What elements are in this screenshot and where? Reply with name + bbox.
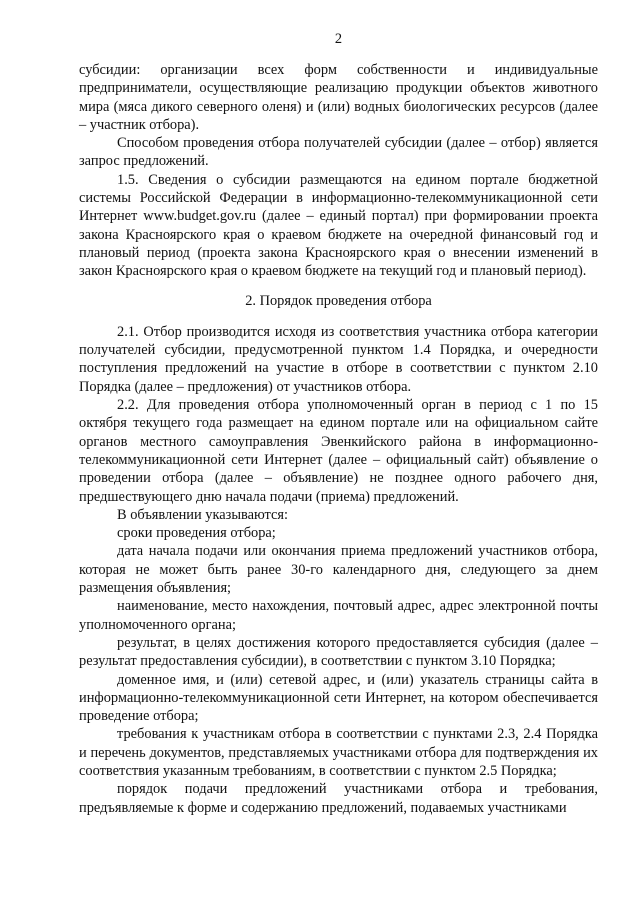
- document-page: [79, 30, 598, 817]
- paragraph-item-requirements: требования к участникам отбора в соответствии с пунктами 2.3, 2.4 Порядка и перечень документов, представляемых участниками отбора для подтверждения их соответствия указанным требованиям, в соответствии с пунктом 2.5 Порядка;: [79, 726, 598, 779]
- paragraph-item-submission: порядок подачи предложений участниками отбора и требования, предъявляемые к форме и содержанию предложений, подаваемых участниками: [79, 781, 598, 816]
- paragraph-1-5: 1.5. Сведения о субсидии размещаются на едином портале бюджетной системы Российской Федерации в информационно-телекоммуникационной сети Интернет www.budget.gov.ru (далее – единый портал) при формировании проекта закона Красноярского края о краевом бюджете на очередной финансовый год и плановый период (проекта закона Красноярского края о внесении изменений в закон Красноярского края о краевом бюджете на текущий год и плановый период).: [79, 171, 598, 280]
- section-heading: 2. Порядок проведения отбора: [245, 292, 432, 309]
- page-number: 2: [334, 31, 343, 47]
- paragraph-item-domain: доменное имя, и (или) сетевой адрес, и (или) указатель страницы сайта в информационно-телекоммуникационной сети Интернет, на котором обеспечивается проведение отбора;: [79, 671, 598, 725]
- paragraph-item-result: результат, в целях достижения которого предоставляется субсидия (далее – результат предоставления субсидии), в соответствии с пунктом 3.10 Порядка;: [79, 634, 598, 670]
- paragraph-item-deadlines: сроки проведения отбора;: [117, 525, 276, 542]
- paragraph-selection-method: Способом проведения отбора получателей субсидии (далее – отбор) является запрос предложений.: [79, 135, 598, 170]
- paragraph-2-2: 2.2. Для проведения отбора уполномоченный орган в период с 1 по 15 октября текущего года размещает на едином портале или на официальном сайте органов местного самоуправления Эвенкийского района в информационно-телекоммуникационной сети Интернет (далее – официальный сайт) объявление о проведении отбора (далее – объявление) не позднее одного рабочего дня, предшествующего дню начала подачи (приема) предложений.: [79, 397, 598, 505]
- paragraph-item-contacts: наименование, место нахождения, почтовый адрес, адрес электронной почты уполномоченного органа;: [79, 598, 598, 633]
- paragraph-participants: субсидии: организации всех форм собственности и индивидуальные предприниматели, осуществляющие реализацию продукции объектов животного мира (мяса дикого северного оленя) и (или) водных биологических ресурсов (далее – участник отбора).: [79, 62, 598, 133]
- paragraph-announcement-intro: В объявлении указываются:: [117, 506, 289, 523]
- paragraph-2-1: 2.1. Отбор производится исходя из соответствия участника отбора категории получателей субсидии, предусмотренной пунктом 1.4 Порядка, и очередности поступления предложений на участие в отборе в соответствии с пунктом 2.10 Порядка (далее – предложения) от участников отбора.: [79, 323, 598, 395]
- paragraph-item-dates: дата начала подачи или окончания приема предложений участников отбора, которая не может быть ранее 30-го календарного дня, следующего за днем размещения объявления;: [79, 543, 598, 597]
